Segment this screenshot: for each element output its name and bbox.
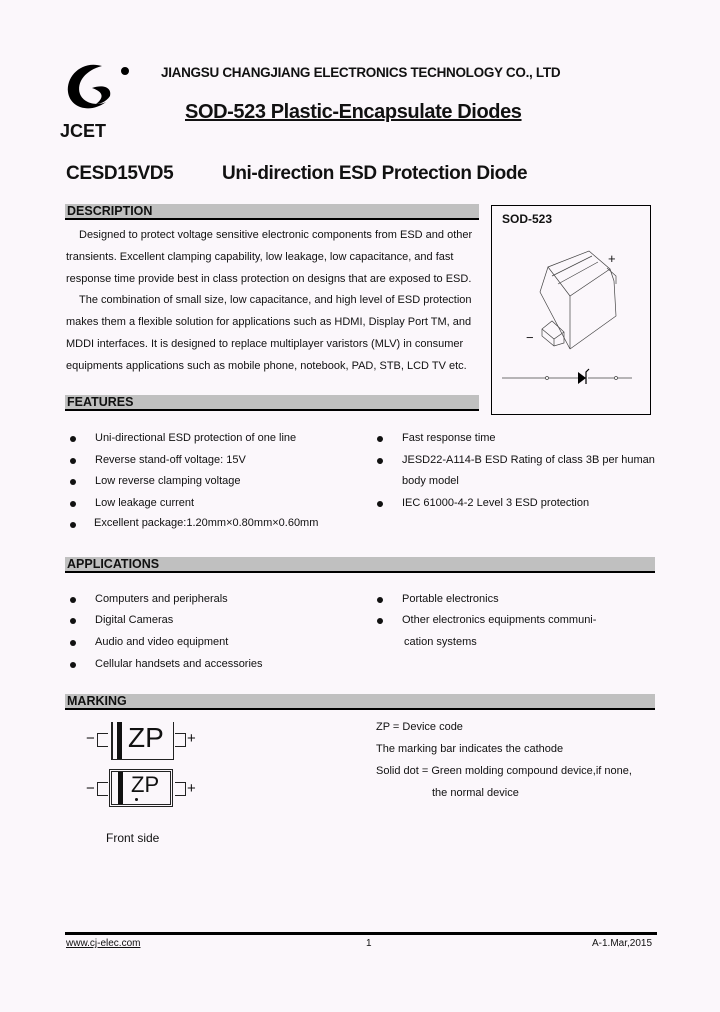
revision-date: A-1.Mar,2015: [592, 938, 653, 949]
bullet-icon: [70, 501, 76, 507]
bullet-icon: [70, 640, 76, 646]
description-heading: DESCRIPTION: [65, 204, 479, 220]
jcet-logo: [62, 58, 132, 143]
package-drawing: [492, 206, 650, 414]
bullet-icon: [377, 597, 383, 603]
package-label: SOD-523: [502, 212, 553, 226]
company-name: JIANGSU CHANGJIANG ELECTRONICS TECHNOLOGY CO., LTD: [161, 65, 561, 80]
marking-note: ZP = Device code: [376, 721, 463, 733]
bullet-icon: [70, 662, 76, 668]
front-side-label: Front side: [106, 831, 160, 845]
marking-heading: MARKING: [65, 694, 655, 710]
part-subtitle: Uni-direction ESD Protection Diode: [222, 163, 528, 184]
datasheet-page: JCET JIANGSU CHANGJIANG ELECTRONICS TECHNOLOGY CO., LTD SOD-523 Plastic-Encapsulate Diodes CESD15VD5 Uni-direction ESD Protection Diode DESCRIPTION Designed to protect voltage sensitive electronic components from ESD and other transients. Excellent clamping capability, low leakage, low capacitance, and fast response time provide best in class protection on designs that are exposed to ESD. The combination of small size, low capacitance, and high level of ESD protection makes them a flexible solution for applications such as HDMI, Display Port TM, and MDDI interfaces. It is designed to replace multiplayer varistors (MLV) in consumer equipments applications such as mobile phone, notebook, PAD, STB, LCD TV etc. SOD-523 + − FEATURES Uni-directional ESD protection of one line Reverse stand-off voltage: 15V Low reverse clamping voltage Low leakage current Excellent package:1.20mm×0.80mm×0.60mm Fast response time JESD22-A114-B ESD Rating of class 3B per human body model IEC 61000-4-2 Level 3 ESD protection APPLICATIONS Computers and peripherals Digital Cameras Audio and video equipment Cellular handsets and accessories Portable electronics Other electronics equipments communi- cation systems MARKING − ZP + − ZP + Front side ZP = Device code The marking bar indicates the cathode Solid dot = Green molding compound device,if none, the normal device www.cj-elec.com 1 A-1.Mar,2015: [0, 0, 720, 1012]
logo-text: JCET: [60, 121, 107, 141]
marking-note: Solid dot = Green molding compound device,if none,: [376, 765, 632, 777]
bullet-icon: [377, 618, 383, 624]
bullet-icon: [377, 501, 383, 507]
bullet-icon: [70, 522, 76, 528]
bullet-icon: [70, 458, 76, 464]
part-number: CESD15VD5: [66, 163, 174, 184]
bullet-icon: [377, 458, 383, 464]
footer-divider: [65, 932, 657, 935]
bullet-icon: [70, 436, 76, 442]
marking-note: the normal device: [432, 787, 519, 799]
bullet-icon: [377, 436, 383, 442]
page-number: 1: [366, 938, 372, 949]
footer-website-link[interactable]: www.cj-elec.com: [66, 938, 141, 949]
applications-heading: APPLICATIONS: [65, 557, 655, 573]
document-title: SOD-523 Plastic-Encapsulate Diodes: [185, 101, 522, 123]
bullet-icon: [70, 597, 76, 603]
features-heading: FEATURES: [65, 395, 479, 411]
package-box: [491, 205, 651, 415]
minus-terminal-label: −: [526, 330, 534, 345]
plus-terminal-label: +: [608, 251, 616, 266]
bullet-icon: [70, 479, 76, 485]
solid-dot: [135, 798, 138, 801]
marking-note: The marking bar indicates the cathode: [376, 743, 564, 755]
bullet-icon: [70, 618, 76, 624]
